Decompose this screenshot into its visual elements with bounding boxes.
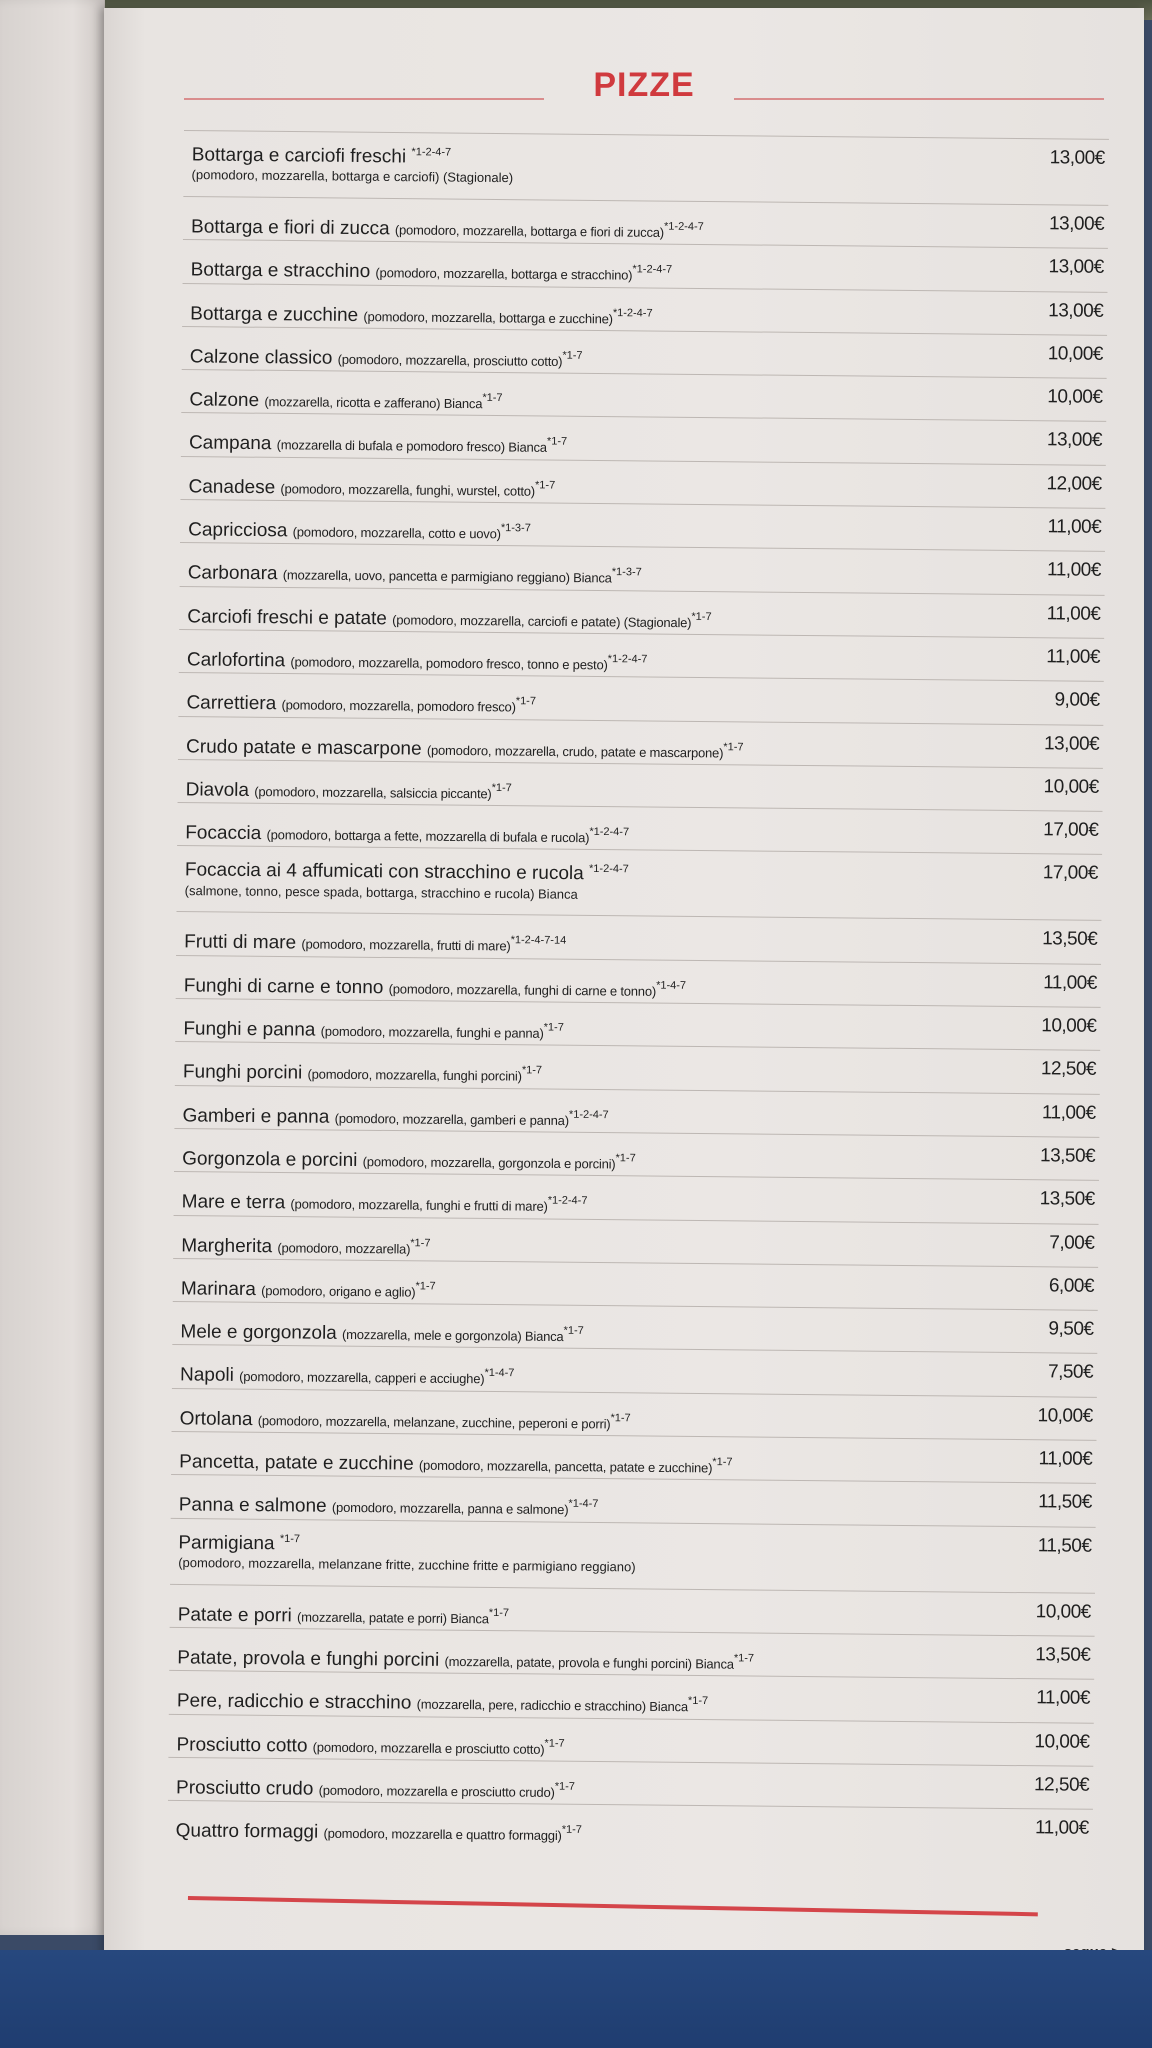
dish-name: Calzone <box>189 389 260 412</box>
dish-allergens: *1-7 <box>482 392 503 405</box>
dish-description: (pomodoro, bottarga a fette, mozzarella di bufala e rucola) <box>266 827 590 846</box>
dish-name: Patate, provola e funghi porcini <box>177 1647 440 1671</box>
dish-price: 6,00€ <box>1048 1275 1095 1297</box>
dish-allergens: *1-7 <box>615 1152 636 1165</box>
dish-price: 13,50€ <box>1039 1145 1096 1167</box>
dish-name: Capricciosa <box>188 519 288 542</box>
dish-price: 11,00€ <box>1046 646 1101 668</box>
dish-allergens: *1-2-4-7 <box>607 653 648 666</box>
dish-allergens: *1-7 <box>712 1456 733 1469</box>
menu-item <box>183 130 1109 205</box>
dish-allergens: *1-7 <box>687 1695 709 1708</box>
dish-description: (pomodoro, mozzarella, pomodoro fresco, tonno e pesto) <box>290 654 608 673</box>
menu-item-text <box>176 1815 963 1851</box>
dish-allergens: *1-4-7 <box>568 1498 599 1511</box>
dish-price: 11,00€ <box>1046 602 1101 625</box>
dish-name: Napoli <box>179 1364 235 1387</box>
dish-allergens: *1-7 <box>546 435 568 449</box>
dish-allergens: *1-7 <box>543 1021 564 1034</box>
dish-allergens: *1-7 <box>534 479 556 492</box>
dish-name: Diavola <box>185 779 250 801</box>
dish-allergens: *1-7 <box>415 1280 436 1293</box>
menu-item <box>176 845 1102 920</box>
section-header <box>184 60 1104 120</box>
dish-description: (pomodoro, mozzarella, gorgonzola e porcini) <box>362 1154 616 1172</box>
dish-price: 12,50€ <box>1033 1774 1090 1796</box>
dish-name: Focaccia <box>185 822 262 845</box>
dish-price: 10,00€ <box>1035 1600 1091 1623</box>
dish-allergens: *1-7 <box>733 1652 755 1665</box>
dish-price: 10,00€ <box>1047 343 1103 365</box>
dish-description: (pomodoro, mozzarella) <box>277 1239 411 1257</box>
dish-description: (pomodoro, mozzarella, crudo, patate e mascarpone) <box>426 742 724 761</box>
dish-allergens: *1-7 <box>410 1236 431 1249</box>
dish-name: Prosciutto crudo <box>175 1777 314 1800</box>
dish-price: 10,00€ <box>1037 1404 1093 1427</box>
dish-description: (mozzarella, ricotta e zafferano) Bianca <box>264 394 483 412</box>
dish-name: Bottarga e zucchine <box>190 302 359 326</box>
dish-description: (pomodoro, mozzarella, bottarga e stracchino) <box>375 265 633 283</box>
dish-description: (pomodoro, mozzarella, funghi di carne e tonno) <box>388 981 657 999</box>
dish-name: Canadese <box>188 476 276 499</box>
dish-price: 11,00€ <box>1041 1101 1096 1124</box>
dish-price: 11,00€ <box>1043 972 1097 994</box>
dish-name: Panna e salmone <box>178 1494 327 1518</box>
dish-description: (pomodoro, mozzarella e quattro formaggi) <box>323 1825 562 1844</box>
dish-allergens: *1-4-7 <box>656 979 687 992</box>
dish-name: Frutti di mare <box>184 931 297 954</box>
dish-allergens: *1-2-4-7 <box>589 826 630 839</box>
dish-name: Carciofi freschi e patate <box>187 606 388 629</box>
dish-allergens: *1-3-7 <box>611 566 642 579</box>
dish-allergens: *1-7 <box>491 781 512 795</box>
previous-page-edge <box>0 0 105 1935</box>
dish-name: Carrettiera <box>186 692 277 715</box>
dish-description: (pomodoro, mozzarella, bottarga e fiori di zucca) <box>394 222 665 240</box>
dish-price: 9,00€ <box>1054 689 1100 712</box>
dish-description: (pomodoro, mozzarella, salsiccia piccante) <box>254 783 492 802</box>
dish-price: 13,50€ <box>1035 1644 1091 1666</box>
dish-description: (pomodoro, mozzarella, cotto e uovo) <box>292 524 501 542</box>
dish-price: 17,00€ <box>1043 819 1099 841</box>
dish-description: (pomodoro, mozzarella, melanzane, zucchine, peperoni e porri) <box>257 1412 611 1432</box>
dish-description: (mozzarella di bufala e pomodoro fresco) Bianca <box>276 437 547 456</box>
dish-allergens: *1-2-4-7 <box>568 1108 609 1121</box>
dish-allergens: *1-7 <box>544 1737 565 1750</box>
dish-price: 11,00€ <box>1038 1448 1093 1470</box>
dish-price: 11,50€ <box>1038 1491 1092 1514</box>
dish-description: (mozzarella, patate e porri) Bianca <box>297 1609 489 1626</box>
dish-name: Gamberi e panna <box>182 1105 330 1128</box>
dish-price: 11,00€ <box>1034 1817 1089 1839</box>
dish-price: 13,00€ <box>1049 147 1105 169</box>
dish-name: Focaccia ai 4 affumicati con stracchino e rucola <box>184 859 584 885</box>
menu-item <box>170 1518 1096 1593</box>
menu-item <box>168 1800 1093 1852</box>
dish-description: (pomodoro, mozzarella e prosciutto crudo) <box>318 1782 555 1800</box>
dish-name: Quattro formaggi <box>175 1820 319 1843</box>
dish-name: Pere, radicchio e stracchino <box>176 1690 412 1714</box>
dish-allergens: *1-3-7 <box>500 522 531 535</box>
dish-price: 13,50€ <box>1039 1188 1095 1211</box>
dish-price: 13,00€ <box>1048 256 1104 279</box>
dish-name: Funghi porcini <box>182 1061 303 1084</box>
dish-name: Pancetta, patate e zucchine <box>179 1451 414 1475</box>
dish-description: (pomodoro, mozzarella, carciofi e patate) (Stagionale) <box>392 612 692 630</box>
dish-price: 11,00€ <box>1047 516 1102 538</box>
dish-description: (pomodoro, mozzarella, funghi, wurstel, cotto) <box>280 481 536 499</box>
dish-name: Bottarga e fiori di zucca <box>190 216 390 240</box>
dish-allergens: *1-2-4-7 <box>612 306 653 320</box>
dish-price: 13,00€ <box>1043 732 1100 755</box>
dish-price: 13,50€ <box>1042 928 1098 951</box>
dish-description: (mozzarella, mele e gorgonzola) Bianca <box>341 1327 564 1345</box>
dish-name: Margherita <box>181 1234 273 1257</box>
dish-name: Calzone classico <box>189 346 333 369</box>
dish-allergens: *1-7 <box>723 740 744 753</box>
dish-description: (pomodoro, mozzarella, gamberi e panna) <box>334 1110 569 1128</box>
dish-name: Prosciutto cotto <box>176 1733 308 1757</box>
dish-description: (pomodoro, mozzarella, bottarga e zucchine) <box>363 308 613 327</box>
dish-price: 13,00€ <box>1048 299 1104 322</box>
dish-allergens: *1-4-7 <box>484 1367 515 1380</box>
dish-name: Campana <box>188 432 272 455</box>
dish-price: 11,00€ <box>1047 559 1101 582</box>
dish-price: 10,00€ <box>1034 1730 1090 1753</box>
dish-allergens: *1-2-4-7 <box>411 146 452 159</box>
dish-description: (pomodoro, mozzarella, funghi e frutti di mare) <box>290 1196 548 1215</box>
menu-item-text <box>185 854 972 907</box>
dish-description: (pomodoro, mozzarella, prosciutto cotto) <box>337 351 563 369</box>
dish-name: Patate e porri <box>177 1603 292 1627</box>
dish-allergens: *1-7 <box>561 1823 583 1836</box>
dish-allergens: *1-2-4-7 <box>663 220 704 233</box>
dish-description: (pomodoro, mozzarella, bottarga e carciofi) (Stagionale) <box>191 167 514 186</box>
dish-name: Ortolana <box>179 1408 253 1430</box>
dish-name: Mele e gorgonzola <box>180 1321 337 1344</box>
dish-allergens: *1-2-4-7 <box>588 863 629 876</box>
dish-name: Marinara <box>180 1278 256 1300</box>
dish-name: Bottarga e carciofi freschi <box>191 144 407 168</box>
dish-price: 7,50€ <box>1047 1361 1094 1384</box>
dish-name: Carbonara <box>187 562 278 585</box>
dish-description: (salmone, tonno, pesce spada, bottarga, stracchino e rucola) Bianca <box>184 882 578 902</box>
bottom-red-rule <box>188 1896 1038 1916</box>
menu-list <box>168 130 1109 1852</box>
dish-price: 9,50€ <box>1048 1318 1094 1340</box>
dish-price: 13,00€ <box>1046 429 1103 452</box>
dish-price: 10,00€ <box>1047 386 1103 409</box>
dish-allergens: *1-7 <box>610 1411 631 1425</box>
dish-description: (mozzarella, pere, radicchio e stracchino) Bianca <box>416 1696 688 1715</box>
dish-allergens: *1-2-4-7 <box>547 1194 588 1208</box>
dish-description: (pomodoro, mozzarella, funghi e panna) <box>320 1023 544 1041</box>
dish-allergens: *1-7 <box>691 610 712 623</box>
dish-description: (mozzarella, patate, provola e funghi porcini) Bianca <box>444 1653 734 1672</box>
table-backdrop-bottom <box>0 1950 1152 2048</box>
dish-name: Gorgonzola e porcini <box>182 1148 358 1171</box>
dish-price: 11,00€ <box>1036 1687 1091 1709</box>
dish-name: Crudo patate e mascarpone <box>185 735 422 760</box>
dish-name: Funghi di carne e tonno <box>183 975 384 999</box>
dish-description: (mozzarella, uovo, pancetta e parmigiano reggiano) Bianca <box>282 567 612 586</box>
dish-description: (pomodoro, mozzarella, pomodoro fresco) <box>281 697 516 715</box>
dish-price: 12,50€ <box>1040 1058 1097 1081</box>
dish-name: Bottarga e stracchino <box>190 259 371 283</box>
dish-price: 10,00€ <box>1041 1015 1097 1037</box>
dish-allergens: *1-7 <box>488 1606 510 1619</box>
dish-allergens: *1-7 <box>562 349 583 362</box>
dish-allergens: *1-2-4-7 <box>632 263 673 276</box>
dish-description: (pomodoro, mozzarella, frutti di mare) <box>301 936 511 954</box>
dish-name: Carlofortina <box>186 649 286 672</box>
dish-description: (pomodoro, mozzarella e prosciutto cotto) <box>312 1739 545 1757</box>
dish-description: (pomodoro, mozzarella, pancetta, patate e zucchine) <box>418 1457 713 1476</box>
dish-description: (pomodoro, mozzarella, melanzane fritte, zucchine fritte e parmigiano reggiano) <box>178 1554 636 1575</box>
menu-page <box>104 8 1144 1958</box>
dish-description: (pomodoro, origano e aglio) <box>261 1282 416 1300</box>
dish-allergens: *1-7 <box>563 1324 584 1338</box>
section-title: PIZZE <box>593 66 695 104</box>
dish-price: 7,00€ <box>1049 1231 1095 1254</box>
menu-item-text <box>191 139 978 192</box>
dish-name: Mare e terra <box>181 1191 286 1214</box>
dish-allergens: *1-2-4-7-14 <box>510 934 567 948</box>
dish-price: 10,00€ <box>1043 776 1099 798</box>
dish-allergens: *1-7 <box>554 1780 575 1793</box>
dish-price: 11,50€ <box>1037 1534 1092 1557</box>
dish-price: 17,00€ <box>1042 862 1099 885</box>
dish-description: (pomodoro, mozzarella, panna e salmone) <box>331 1500 569 1518</box>
dish-price: 13,00€ <box>1048 213 1105 235</box>
dish-allergens: *1-7 <box>521 1064 543 1077</box>
dish-allergens: *1-7 <box>515 695 537 708</box>
menu-item-text <box>178 1527 965 1580</box>
dish-description: (pomodoro, mozzarella, capperi e acciughe) <box>239 1369 485 1387</box>
dish-name: Funghi e panna <box>183 1018 316 1041</box>
dish-name: Parmigiana <box>178 1531 275 1554</box>
dish-price: 12,00€ <box>1046 473 1102 495</box>
dish-allergens: *1-7 <box>279 1532 301 1545</box>
dish-description: (pomodoro, mozzarella, funghi porcini) <box>307 1066 522 1084</box>
